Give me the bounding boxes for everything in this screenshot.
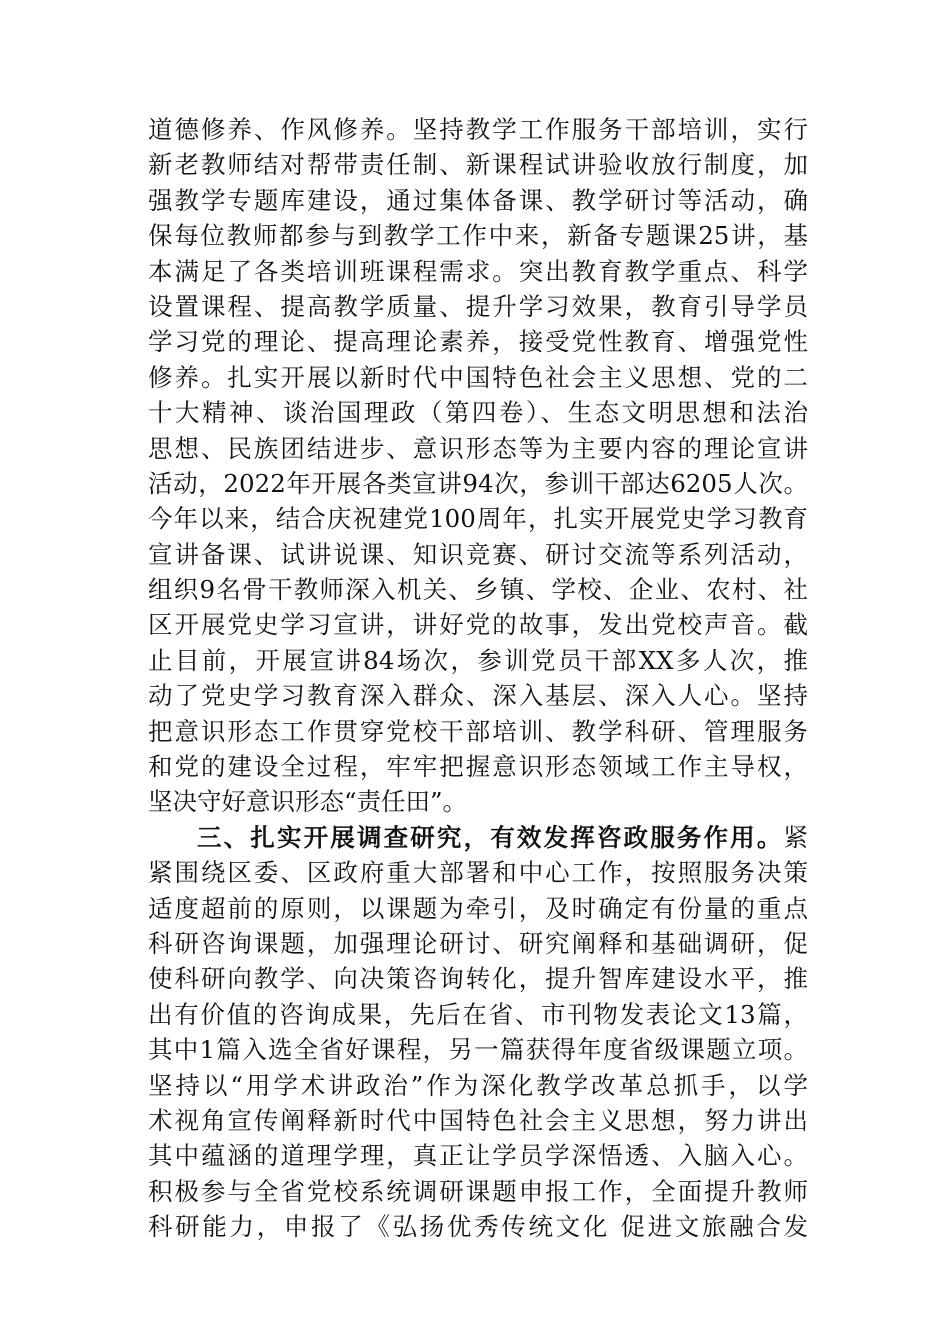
text-line: 保每位教师都参与到教学工作中来，新备专题课25讲，基 bbox=[148, 221, 808, 251]
text-line: 出有价值的咨询成果，先后在省、市刊物发表论文13篇， bbox=[148, 999, 808, 1029]
text-line: 活动，2022年开展各类宣讲94次，参训干部达6205人次。 bbox=[148, 468, 808, 498]
text-line: 新老教师结对帮带责任制、新课程试讲验收放行制度，加 bbox=[148, 150, 808, 180]
text-line: 积极参与全省党校系统调研课题申报工作，全面提升教师 bbox=[148, 1176, 808, 1206]
text-line: 宣讲备课、试讲说课、知识竞赛、研讨交流等系列活动， bbox=[148, 539, 808, 569]
heading-line bbox=[148, 820, 808, 855]
text-line: 道德修养、作风修养。坚持教学工作服务干部培训，实行 bbox=[148, 115, 808, 144]
text-line: 强教学专题库建设，通过集体备课、教学研讨等活动，确 bbox=[148, 185, 808, 215]
document-body bbox=[148, 112, 808, 1245]
text-line: 科研能力，申报了《弘扬优秀传统文化 促进文旅融合发 bbox=[148, 1212, 808, 1242]
text-line: 十大精神、谈治国理政（第四卷）、生态文明思想和法治 bbox=[148, 398, 808, 428]
text-line: 今年以来，结合庆祝建党100周年，扎实开展党史学习教育 bbox=[148, 504, 808, 534]
text-line: 设置课程、提高教学质量、提升学习效果，教育引导学员 bbox=[148, 291, 808, 321]
text-line: 术视角宣传阐释新时代中国特色社会主义思想，努力讲出 bbox=[148, 1105, 808, 1135]
heading-line-rest: 紧 bbox=[783, 822, 808, 852]
text-line: 科研咨询课题，加强理论研讨、研究阐释和基础调研，促 bbox=[148, 928, 808, 958]
text-line: 紧围绕区委、区政府重大部署和中心工作，按照服务决策 bbox=[148, 858, 808, 888]
text-line: 其中1篇入选全省好课程，另一篇获得年度省级课题立项。 bbox=[148, 1035, 808, 1065]
text-line: 区开展党史学习宣讲，讲好党的故事，发出党校声音。截 bbox=[148, 610, 808, 640]
text-line: 学习党的理论、提高理论素养，接受党性教育、增强党性 bbox=[148, 327, 808, 357]
text-line: 坚决守好意识形态“责任田”。 bbox=[148, 787, 468, 817]
text-line: 和党的建设全过程，牢牢把握意识形态领域工作主导权， bbox=[148, 752, 808, 782]
text-line: 思想、民族团结进步、意识形态等为主要内容的理论宣讲 bbox=[148, 433, 808, 463]
paragraph-1 bbox=[148, 112, 808, 820]
text-line: 组织9名骨干教师深入机关、乡镇、学校、企业、农村、社 bbox=[148, 575, 808, 605]
section-heading: 三、扎实开展调查研究，有效发挥咨政服务作用。 bbox=[197, 822, 784, 852]
text-line: 止目前，开展宣讲84场次，参训党员干部XX多人次，推 bbox=[148, 645, 808, 675]
text-line: 使科研向教学、向决策咨询转化，提升智库建设水平，推 bbox=[148, 964, 808, 994]
text-line: 修养。扎实开展以新时代中国特色社会主义思想、党的二 bbox=[148, 362, 808, 392]
text-line: 本满足了各类培训班课程需求。突出教育教学重点、科学 bbox=[148, 256, 808, 286]
paragraph-2 bbox=[148, 820, 808, 1245]
text-line: 适度超前的原则，以课题为牵引，及时确定有份量的重点 bbox=[148, 893, 808, 923]
text-line: 其中蕴涵的道理学理，真正让学员学深悟透、入脑入心。 bbox=[148, 1141, 808, 1171]
text-line: 把意识形态工作贯穿党校干部培训、教学科研、管理服务 bbox=[148, 716, 808, 746]
text-line: 动了党史学习教育深入群众、深入基层、深入人心。坚持 bbox=[148, 681, 808, 711]
text-line: 坚持以“用学术讲政治”作为深化教学改革总抓手，以学 bbox=[148, 1070, 808, 1100]
